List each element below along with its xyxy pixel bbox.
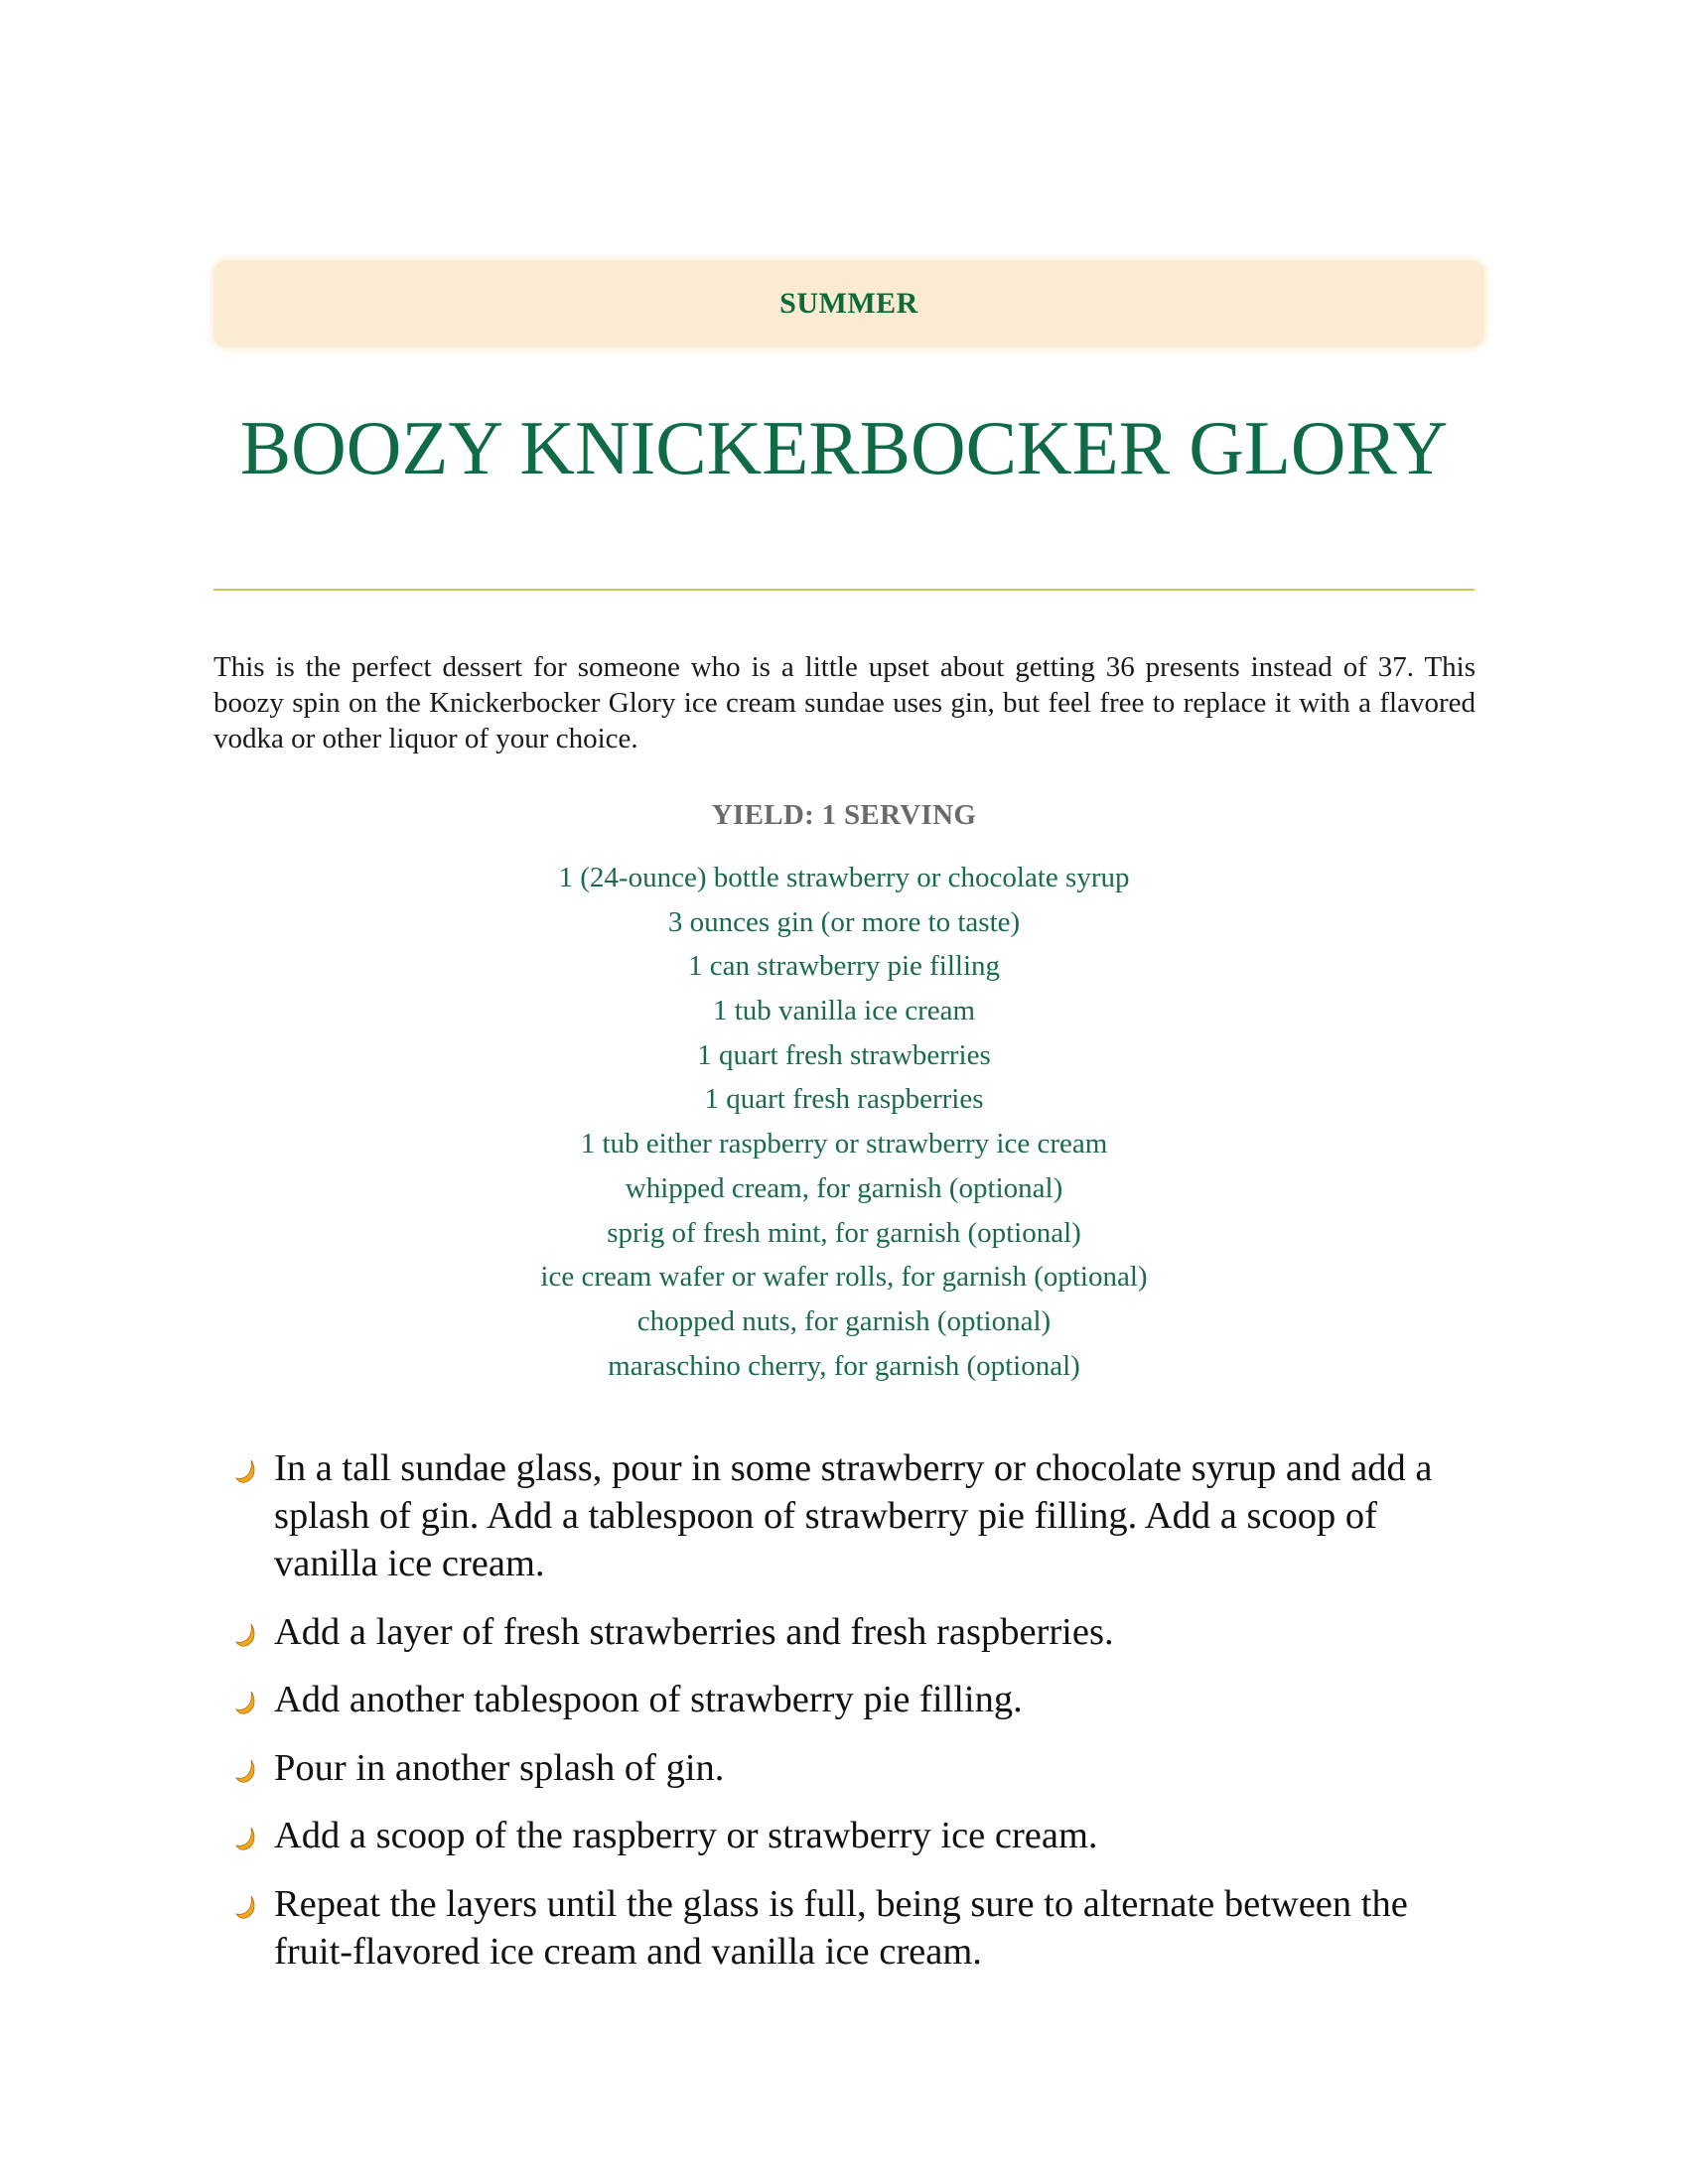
instruction-step	[228, 1676, 1479, 1723]
yield-heading: YIELD: 1 SERVING	[711, 799, 977, 831]
ingredient-item: 1 quart fresh raspberries	[704, 1083, 984, 1116]
instruction-text: Add a scoop of the raspberry or strawberry ice cream.	[274, 1815, 1098, 1856]
instruction-step	[228, 1880, 1479, 1976]
ingredient-item: 1 (24-ounce) bottle strawberry or chocolate syrup	[558, 862, 1130, 893]
crescent-moon-icon	[228, 1456, 258, 1484]
instruction-step	[228, 1444, 1479, 1587]
season-banner	[213, 260, 1484, 347]
ingredient-item: 3 ounces gin (or more to taste)	[667, 905, 1021, 938]
instruction-text: Add a layer of fresh strawberries and fresh raspberries.	[274, 1610, 1114, 1653]
instruction-text: In a tall sundae glass, pour in some strawberry or chocolate syrup and add a splash of gin. Add a tablespoon of strawberry pie filling. Add a scoop of vanilla ice cream.	[274, 1447, 1433, 1584]
ingredient-item: 1 can strawberry pie filling	[687, 950, 1001, 983]
instruction-step	[228, 1744, 1479, 1792]
crescent-moon-icon	[228, 1688, 258, 1715]
ingredient-item: 1 tub either raspberry or strawberry ice cream	[580, 1128, 1108, 1160]
crescent-moon-icon	[228, 1756, 258, 1784]
ingredient-item: 1 tub vanilla ice cream	[712, 995, 976, 1027]
crescent-moon-icon	[228, 1620, 258, 1648]
ingredient-item: ice cream wafer or wafer rolls, for garnish (optional)	[540, 1261, 1148, 1294]
instruction-text: Add another tablespoon of strawberry pie filling.	[274, 1679, 1023, 1720]
instruction-step	[228, 1812, 1479, 1859]
ingredient-item: maraschino cherry, for garnish (optional)	[608, 1349, 1080, 1382]
title-divider	[213, 589, 1475, 591]
instruction-step	[228, 1608, 1479, 1656]
instruction-text: Repeat the layers until the glass is full, being sure to alternate between the fruit-flavored ice cream and vanilla ice cream.	[274, 1882, 1408, 1973]
ingredient-list	[213, 856, 1475, 1388]
instruction-list	[228, 1444, 1479, 1995]
recipe-title: BOOZY KNICKERBOCKER GLORY	[239, 405, 1449, 490]
instruction-text: Pour in another splash of gin.	[274, 1746, 725, 1789]
season-label: SUMMER	[779, 287, 918, 320]
ingredient-item: chopped nuts, for garnish (optional)	[636, 1304, 1052, 1337]
ingredient-item: whipped cream, for garnish (optional)	[625, 1171, 1063, 1204]
crescent-moon-icon	[228, 1824, 258, 1851]
recipe-intro: This is the perfect dessert for someone who is a little upset about getting 36 presents instead of 37. This boozy spin on the Knickerbocker Glory ice cream sundae uses gin, but feel free to replace it with a flavored vodka or other liquor of your choice.	[213, 651, 1476, 754]
crescent-moon-icon	[228, 1892, 258, 1920]
ingredient-item: 1 quart fresh strawberries	[697, 1038, 991, 1071]
ingredient-item: sprig of fresh mint, for garnish (optional)	[607, 1216, 1081, 1249]
